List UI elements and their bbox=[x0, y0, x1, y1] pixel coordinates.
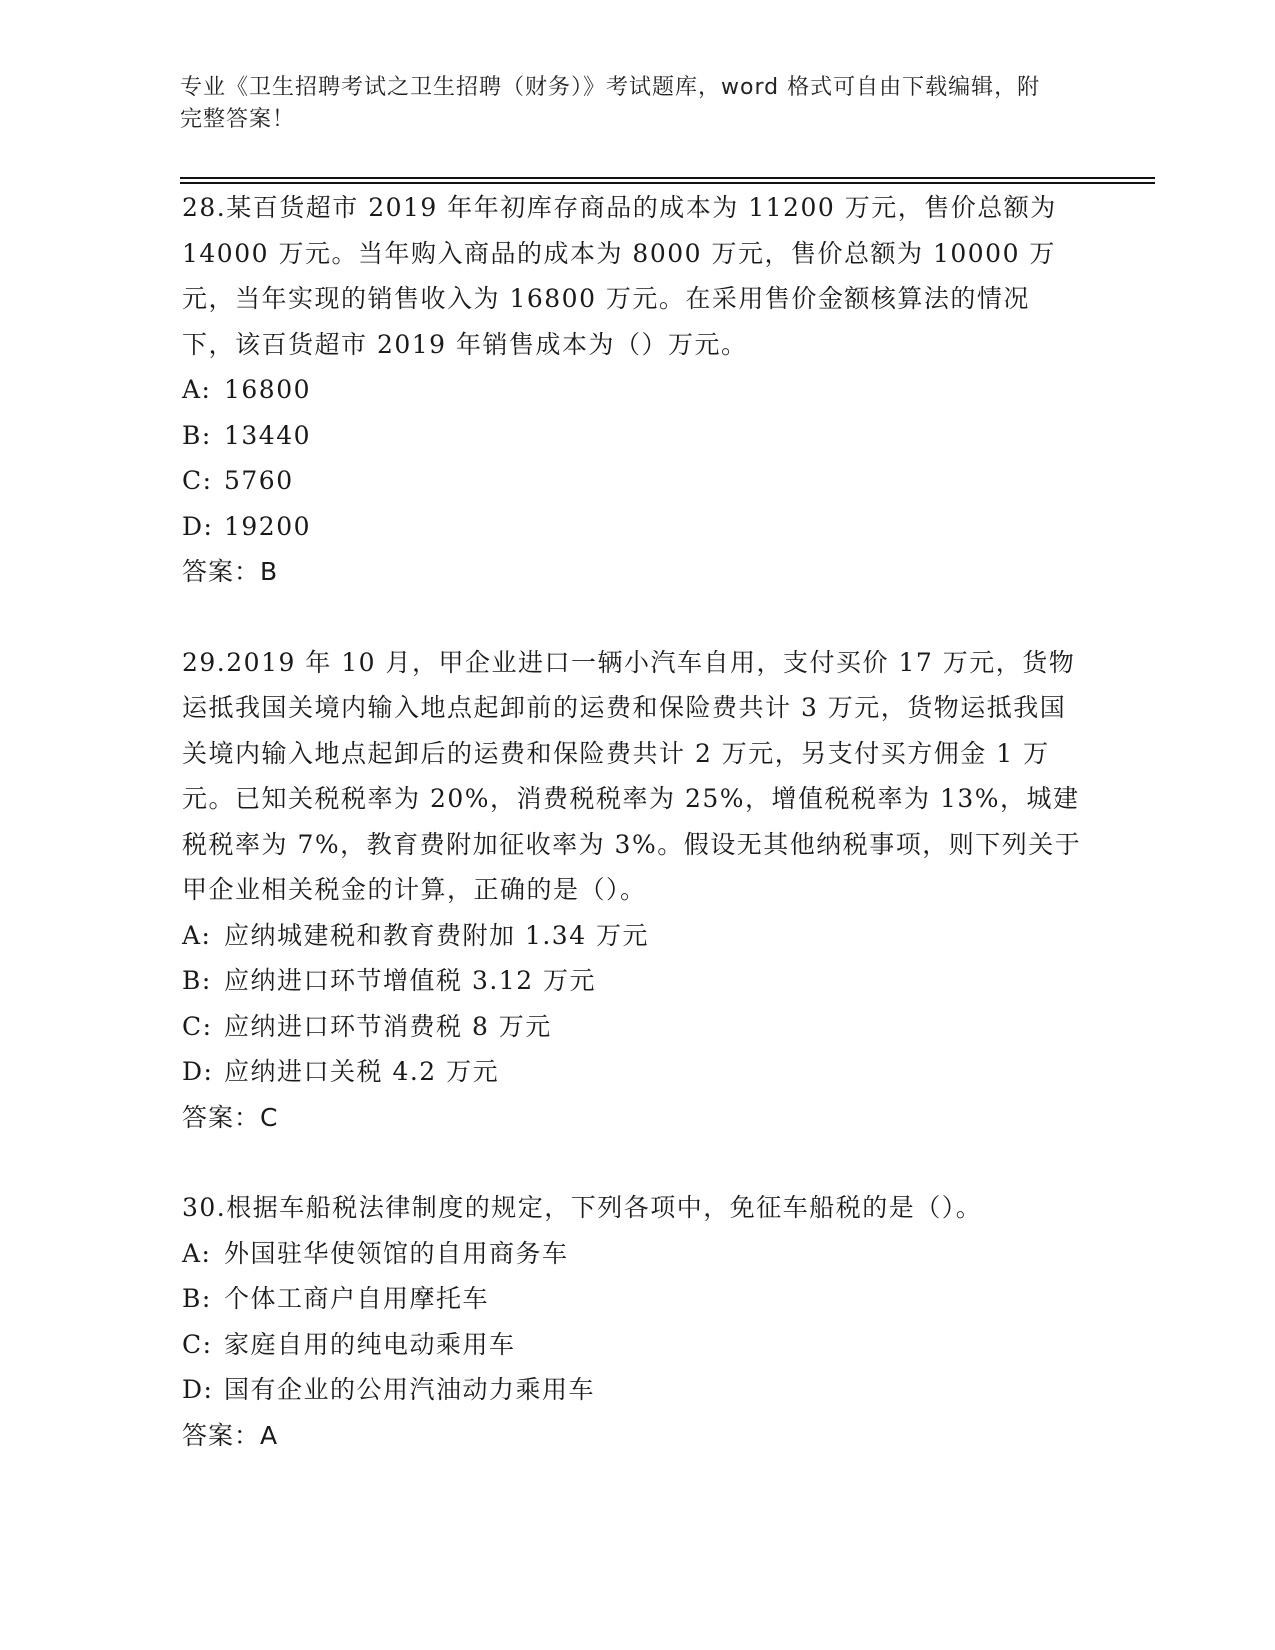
option-label: C: bbox=[182, 466, 213, 495]
option-d bbox=[182, 1367, 1082, 1413]
question-28 bbox=[182, 185, 1082, 595]
option-text: 应纳进口关税 4.2 万元 bbox=[224, 1057, 500, 1086]
option-text: 外国驻华使领馆的自用商务车 bbox=[224, 1238, 569, 1268]
option-c bbox=[182, 1004, 1082, 1050]
question-list bbox=[182, 185, 1082, 1458]
option-b bbox=[182, 958, 1082, 1004]
option-c bbox=[182, 1322, 1082, 1368]
question-29 bbox=[182, 640, 1082, 1141]
option-label: D: bbox=[182, 1375, 214, 1404]
option-b bbox=[182, 1276, 1082, 1322]
option-text: 应纳进口环节增值税 3.12 万元 bbox=[224, 966, 597, 995]
option-text: 应纳进口环节消费税 8 万元 bbox=[224, 1011, 552, 1041]
option-a bbox=[182, 913, 1082, 959]
option-c bbox=[182, 458, 1082, 504]
option-label: B: bbox=[182, 420, 212, 450]
question-text: 30.根据车船税法律制度的规定，下列各项中，免征车船税的是（）。 bbox=[182, 1193, 983, 1222]
option-text: 应纳城建税和教育费附加 1.34 万元 bbox=[224, 920, 650, 950]
option-text: 16800 bbox=[224, 375, 312, 404]
answer-line: 答案：C bbox=[182, 1102, 279, 1132]
option-d bbox=[182, 1049, 1082, 1095]
document-header: 专业《卫生招聘考试之卫生招聘（财务）》考试题库，word 格式可自由下载编辑，附完整答案！ bbox=[180, 75, 1041, 132]
option-label: A: bbox=[182, 1238, 212, 1268]
option-text: 5760 bbox=[224, 466, 294, 495]
question-30 bbox=[182, 1185, 1082, 1458]
option-label: C: bbox=[182, 1329, 213, 1359]
option-label: A: bbox=[182, 920, 212, 950]
option-text: 个体工商户自用摩托车 bbox=[224, 1284, 490, 1313]
option-d bbox=[182, 504, 1082, 550]
option-label: B: bbox=[182, 966, 212, 995]
option-b bbox=[182, 413, 1082, 459]
question-text: 28.某百货超市 2019 年年初库存商品的成本为 11200 万元，售价总额为 14000 万元。当年购入商品的成本为 8000 万元，售价总额为 10000 万元，当年实现的销售收入为 16800 万元。在采用售价金额核算法的情况下，该百货超市 2019 年销售成本为（）万元。 bbox=[182, 193, 1057, 359]
option-label: C: bbox=[182, 1011, 213, 1041]
answer-line: 答案：A bbox=[182, 1420, 279, 1450]
option-label: A: bbox=[182, 375, 212, 404]
option-text: 国有企业的公用汽油动力乘用车 bbox=[224, 1375, 596, 1404]
option-label: D: bbox=[182, 1057, 214, 1086]
answer-line: 答案：B bbox=[182, 557, 279, 586]
option-a bbox=[182, 1231, 1082, 1277]
option-text: 家庭自用的纯电动乘用车 bbox=[224, 1329, 516, 1359]
option-a bbox=[182, 367, 1082, 413]
option-label: B: bbox=[182, 1284, 212, 1313]
question-text: 29.2019 年 10 月，甲企业进口一辆小汽车自用，支付买价 17 万元，货物运抵我国关境内输入地点起卸前的运费和保险费共计 3 万元，货物运抵我国关境内输入地点起卸后的运费和保险费共计 2 万元，另支付买方佣金 1 万元。已知关税税率为 20%，消费税税率为 25%，增值税税率为 13%，城建税税率为 7%，教育费附加征收率为 3%。假设无其他纳税事项，则下列关于甲企业相关税金的计算，正确的是（）。 bbox=[182, 647, 1082, 904]
option-text: 19200 bbox=[224, 511, 312, 541]
option-text: 13440 bbox=[224, 420, 312, 450]
header-divider-bottom bbox=[180, 182, 1155, 184]
header-divider-top bbox=[180, 177, 1155, 179]
option-label: D: bbox=[182, 511, 214, 541]
